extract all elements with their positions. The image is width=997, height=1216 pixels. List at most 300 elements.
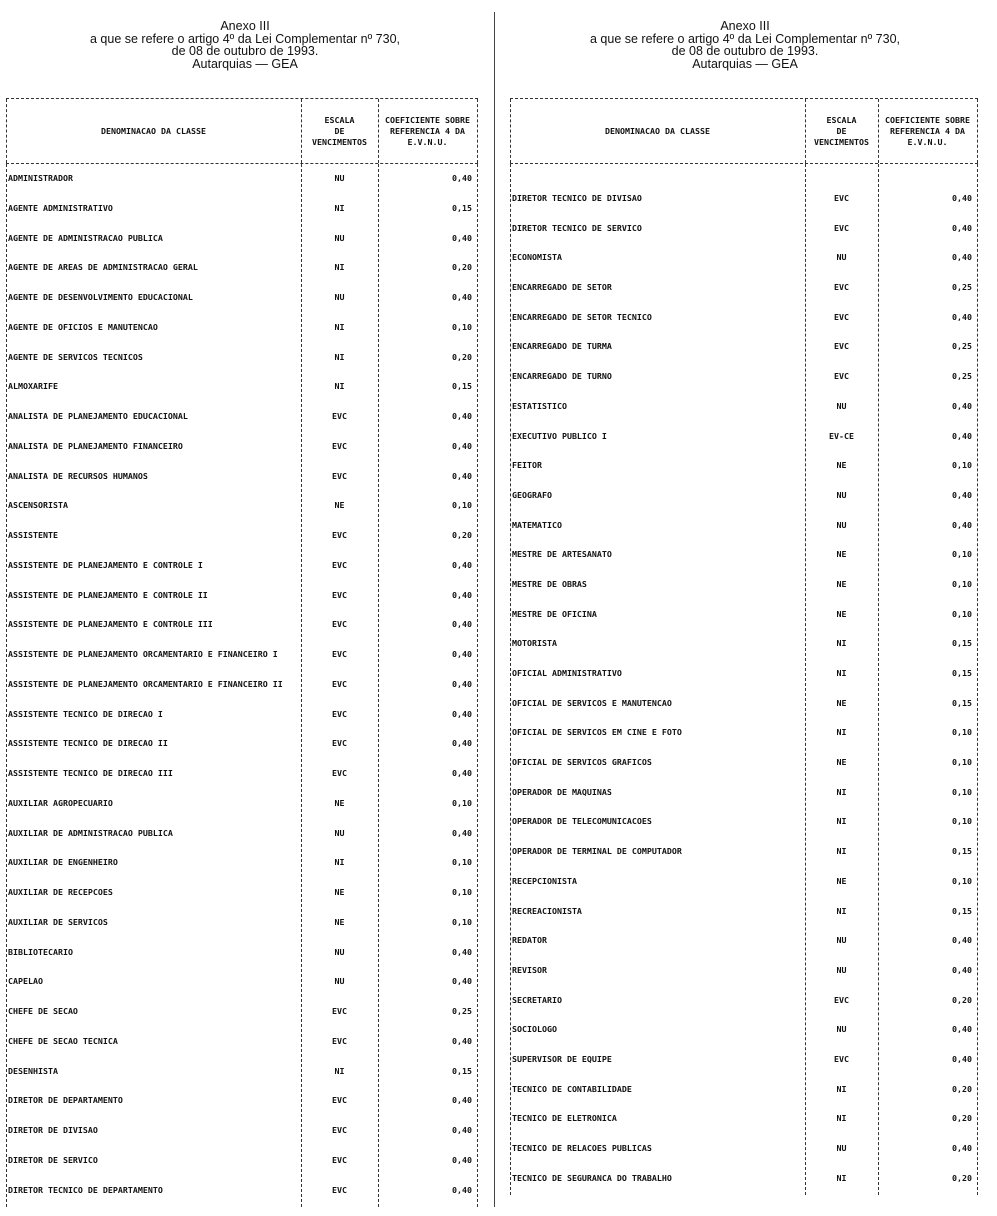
salary-scale: NI — [334, 381, 345, 392]
table-row — [510, 631, 978, 661]
coefficient-value: 0,40 — [452, 649, 472, 659]
class-name: CAPELAO — [8, 976, 43, 987]
coefficient-value: 0,15 — [452, 1065, 472, 1076]
table-row — [6, 791, 478, 821]
class-name: MOTORISTA — [512, 638, 557, 649]
class-name: ENCARREGADO DE SETOR TECNICO — [512, 311, 652, 322]
coefficient-value: 0,40 — [452, 976, 472, 987]
class-name: OFICIAL DE SERVICOS E MANUTENCAO — [512, 697, 672, 708]
table-row — [6, 969, 478, 999]
coefficient-value: 0,15 — [952, 846, 972, 857]
class-name: ASSISTENTE DE PLANEJAMENTO E CONTROLE I — [8, 559, 203, 570]
salary-scale: EVC — [332, 649, 347, 659]
annex-date: de 08 de outubro de 1993. — [171, 44, 319, 58]
coefficient-value: 0,40 — [452, 827, 472, 838]
class-name: OPERADOR DE TERMINAL DE COMPUTADOR — [512, 846, 682, 857]
table-row — [510, 1136, 978, 1166]
coefficient-value: 0,40 — [452, 559, 472, 570]
salary-scale: NI — [334, 857, 345, 868]
coefficient-value: 0,40 — [952, 193, 972, 203]
class-name: DIRETOR TECNICO DE SERVICO — [512, 222, 642, 233]
table-row — [6, 1178, 478, 1208]
table-row — [510, 839, 978, 869]
salary-scale: NE — [334, 887, 345, 897]
coefficient-value: 0,10 — [952, 608, 972, 619]
table-row — [6, 612, 478, 642]
salary-scale: NE — [836, 549, 847, 560]
table-row — [510, 720, 978, 750]
class-name: AGENTE DE DESENVOLVIMENTO EDUCACIONAL — [8, 292, 193, 302]
salary-scale: NI — [836, 816, 847, 827]
class-name: DIRETOR DE DEPARTAMENTO — [8, 1095, 123, 1106]
table-row — [6, 1118, 478, 1148]
salary-scale: NI — [836, 786, 847, 797]
coefficient-value: 0,40 — [452, 678, 472, 689]
class-name: ASSISTENTE DE PLANEJAMENTO ORCAMENTARIO E FINANCEIRO I — [8, 649, 278, 659]
table-row — [510, 958, 978, 988]
class-name: ANALISTA DE PLANEJAMENTO FINANCEIRO — [8, 440, 183, 451]
annex-entity: Autarquias — GEA — [192, 56, 298, 71]
class-name: TECNICO DE SEGURANCA DO TRABALHO — [512, 1172, 672, 1183]
salary-scale: EVC — [332, 440, 347, 451]
table-row — [510, 928, 978, 958]
coefficient-value: 0,10 — [452, 321, 472, 332]
table-row — [6, 196, 478, 226]
class-name: ASSISTENTE TECNICO DE DIRECAO II — [8, 738, 168, 749]
coefficient-value: 0,40 — [452, 470, 472, 481]
table-row — [6, 1088, 478, 1118]
coefficient-value: 0,40 — [452, 589, 472, 600]
salary-scale: EVC — [834, 282, 849, 293]
class-name: MATEMATICO — [512, 519, 562, 530]
coefficient-value: 0,20 — [952, 1172, 972, 1183]
table-row — [510, 275, 978, 305]
class-name: AGENTE DE AREAS DE ADMINISTRACAO GERAL — [8, 262, 198, 273]
table-row — [510, 602, 978, 632]
salary-scale: NI — [836, 668, 847, 678]
coefficient-value: 0,40 — [952, 489, 972, 500]
class-name: ANALISTA DE PLANEJAMENTO EDUCACIONAL — [8, 411, 188, 421]
salary-scale: NI — [334, 321, 345, 332]
table-row — [510, 1077, 978, 1107]
coefficient-value: 0,40 — [952, 1024, 972, 1035]
annex-header — [500, 20, 990, 70]
table-row — [510, 394, 978, 424]
class-name: ANALISTA DE RECURSOS HUMANOS — [8, 470, 148, 481]
salary-scale: EVC — [332, 678, 347, 689]
table-row — [6, 999, 478, 1029]
table-row — [6, 493, 478, 523]
coefficient-value: 0,10 — [952, 549, 972, 560]
table-row — [6, 345, 478, 375]
salary-scale: EVC — [834, 1053, 849, 1064]
coefficient-value: 0,15 — [952, 905, 972, 916]
class-name: SOCIOLOGO — [512, 1024, 557, 1035]
table-row — [6, 315, 478, 345]
salary-scale: EVC — [332, 1184, 347, 1195]
column-header-coefficient: COEFICIENTE SOBRE REFERENCIA 4 DA E.V.N.U. — [885, 114, 970, 147]
coefficient-value: 0,40 — [452, 619, 472, 630]
salary-scale: EVC — [834, 371, 849, 382]
coefficient-value: 0,40 — [952, 400, 972, 411]
annex-date: de 08 de outubro de 1993. — [671, 44, 819, 58]
class-name: DIRETOR DE SERVICO — [8, 1154, 98, 1165]
coefficient-value: 0,40 — [452, 440, 472, 451]
coefficient-value: 0,20 — [952, 1113, 972, 1124]
class-name: OPERADOR DE MAQUINAS — [512, 786, 612, 797]
table-row — [6, 1059, 478, 1089]
salary-scale: EVC — [332, 589, 347, 600]
coefficient-value: 0,40 — [952, 964, 972, 975]
coefficient-value: 0,10 — [452, 500, 472, 511]
table-row — [6, 850, 478, 880]
class-name: AGENTE DE OFICIOS E MANUTENCAO — [8, 321, 158, 332]
annex-law-reference: a que se refere o artigo 4º da Lei Complementar nº 730, — [89, 31, 400, 46]
table-header — [6, 98, 478, 164]
salary-scale: NU — [334, 976, 345, 987]
left-column — [0, 0, 490, 1216]
salary-scale: NU — [836, 964, 847, 975]
salary-scale: NI — [836, 846, 847, 857]
salary-scale: NU — [334, 232, 345, 243]
salary-scale: NE — [334, 500, 345, 511]
class-name: AUXILIAR AGROPECUARIO — [8, 797, 113, 808]
table-row — [510, 899, 978, 929]
class-name: ENCARREGADO DE SETOR — [512, 282, 612, 293]
table-header — [510, 98, 978, 164]
table-row — [6, 940, 478, 970]
annex-law-reference: a que se refere o artigo 4º da Lei Complementar nº 730, — [589, 31, 900, 46]
table-row — [6, 702, 478, 732]
coefficient-value: 0,40 — [452, 768, 472, 778]
coefficient-value: 0,20 — [952, 994, 972, 1005]
class-name: AUXILIAR DE SERVICOS — [8, 916, 108, 927]
salary-scale: NI — [836, 1113, 847, 1124]
table-row — [510, 216, 978, 246]
coefficient-value: 0,40 — [452, 1095, 472, 1106]
salary-scale: NU — [836, 400, 847, 411]
salary-scale: EVC — [834, 994, 849, 1005]
table-row — [510, 988, 978, 1018]
salary-scale: EVC — [332, 559, 347, 570]
coefficient-value: 0,25 — [952, 282, 972, 293]
coefficient-value: 0,10 — [952, 578, 972, 589]
table-row — [6, 523, 478, 553]
coefficient-value: 0,40 — [452, 1125, 472, 1135]
salary-scale: EVC — [332, 470, 347, 481]
coefficient-value: 0,40 — [952, 1053, 972, 1064]
class-name: AGENTE ADMINISTRATIVO — [8, 202, 113, 213]
table-row — [6, 553, 478, 583]
table-row — [6, 731, 478, 761]
coefficient-value: 0,15 — [452, 202, 472, 213]
salary-scale: EVC — [834, 311, 849, 322]
table-row — [510, 869, 978, 899]
coefficient-value: 0,10 — [452, 916, 472, 927]
salary-scale: NE — [836, 460, 847, 471]
class-name: AGENTE DE SERVICOS TECNICOS — [8, 351, 143, 362]
table-row — [510, 1017, 978, 1047]
table-row — [6, 642, 478, 672]
class-name: MESTRE DE OFICINA — [512, 608, 597, 619]
class-name: SECRETARIO — [512, 994, 562, 1005]
coefficient-value: 0,25 — [452, 1006, 472, 1016]
salary-scale: NI — [836, 638, 847, 649]
table-row — [6, 166, 478, 196]
coefficient-value: 0,40 — [452, 292, 472, 302]
salary-scale: NI — [334, 1065, 345, 1076]
salary-scale: EVC — [332, 1035, 347, 1046]
annex-header — [0, 20, 490, 70]
column-header-name: DENOMINACAO DA CLASSE — [605, 125, 710, 136]
table-row — [510, 542, 978, 572]
class-name: GEOGRAFO — [512, 489, 552, 500]
table-row — [6, 434, 478, 464]
salary-table-right — [510, 98, 978, 1195]
class-name: TECNICO DE ELETRONICA — [512, 1113, 617, 1124]
class-name: AUXILIAR DE ENGENHEIRO — [8, 857, 118, 868]
coefficient-value: 0,40 — [452, 1154, 472, 1165]
class-name: BIBLIOTECARIO — [8, 946, 73, 957]
table-row — [510, 661, 978, 691]
coefficient-value: 0,40 — [952, 311, 972, 322]
table-row — [6, 910, 478, 940]
class-name: ASSISTENTE DE PLANEJAMENTO E CONTROLE III — [8, 619, 213, 630]
salary-scale: NE — [334, 797, 345, 808]
coefficient-value: 0,40 — [452, 232, 472, 243]
column-header-name: DENOMINACAO DA CLASSE — [101, 125, 206, 136]
table-row — [510, 245, 978, 275]
table-body — [510, 164, 978, 1195]
class-name: ENCARREGADO DE TURNO — [512, 371, 612, 382]
salary-scale: EVC — [332, 708, 347, 719]
class-name: ENCARREGADO DE TURMA — [512, 341, 612, 352]
class-name: ASSISTENTE DE PLANEJAMENTO ORCAMENTARIO E FINANCEIRO II — [8, 678, 283, 689]
table-row — [6, 285, 478, 315]
column-header-scale: ESCALA DE VENCIMENTOS — [814, 114, 869, 147]
salary-scale: EVC — [332, 619, 347, 630]
coefficient-value: 0,10 — [952, 875, 972, 886]
coefficient-value: 0,20 — [452, 262, 472, 273]
salary-scale: NU — [836, 252, 847, 263]
coefficient-value: 0,40 — [452, 1035, 472, 1046]
salary-scale: NI — [836, 1172, 847, 1183]
coefficient-value: 0,40 — [952, 430, 972, 441]
table-row — [6, 821, 478, 851]
class-name: ECONOMISTA — [512, 252, 562, 263]
class-name: MESTRE DE OBRAS — [512, 578, 587, 589]
class-name: OPERADOR DE TELECOMUNICACOES — [512, 816, 652, 827]
coefficient-value: 0,40 — [952, 935, 972, 946]
salary-scale: NU — [836, 935, 847, 946]
salary-scale: EVC — [834, 222, 849, 233]
table-row — [510, 186, 978, 216]
table-row — [510, 513, 978, 543]
coefficient-value: 0,15 — [952, 668, 972, 678]
salary-scale: EVC — [332, 768, 347, 778]
coefficient-value: 0,40 — [452, 1184, 472, 1195]
salary-table-left — [6, 98, 478, 1207]
table-row — [510, 1166, 978, 1196]
table-row — [6, 255, 478, 285]
class-name: TECNICO DE RELACOES PUBLICAS — [512, 1143, 652, 1153]
class-name: MESTRE DE ARTESANATO — [512, 549, 612, 560]
coefficient-value: 0,10 — [952, 786, 972, 797]
annex-title: Anexo III — [720, 19, 770, 33]
salary-scale: EVC — [834, 193, 849, 203]
table-row — [510, 364, 978, 394]
table-row — [510, 572, 978, 602]
coefficient-value: 0,40 — [952, 222, 972, 233]
coefficient-value: 0,15 — [952, 638, 972, 649]
table-row — [510, 809, 978, 839]
coefficient-value: 0,10 — [952, 757, 972, 768]
salary-scale: NE — [334, 916, 345, 927]
coefficient-value: 0,40 — [452, 738, 472, 749]
class-name: RECEPCIONISTA — [512, 875, 577, 886]
salary-scale: EVC — [332, 1125, 347, 1135]
table-row — [510, 453, 978, 483]
table-row — [510, 780, 978, 810]
coefficient-value: 0,20 — [452, 351, 472, 362]
class-name: ADMINISTRADOR — [8, 173, 73, 183]
class-name: ASSISTENTE DE PLANEJAMENTO E CONTROLE II — [8, 589, 208, 600]
salary-scale: NE — [836, 757, 847, 768]
class-name: DIRETOR TECNICO DE DEPARTAMENTO — [8, 1184, 163, 1195]
coefficient-value: 0,10 — [952, 727, 972, 738]
class-name: DIRETOR TECNICO DE DIVISAO — [512, 193, 642, 203]
salary-scale: NU — [836, 1024, 847, 1035]
class-name: FEITOR — [512, 460, 542, 471]
class-name: TECNICO DE CONTABILIDADE — [512, 1083, 632, 1094]
class-name: OFICIAL DE SERVICOS GRAFICOS — [512, 757, 652, 768]
salary-scale: NI — [334, 351, 345, 362]
salary-scale: NI — [836, 727, 847, 738]
coefficient-value: 0,40 — [952, 1143, 972, 1153]
class-name: ESTATISTICO — [512, 400, 567, 411]
table-row — [6, 1148, 478, 1178]
salary-scale: EVC — [332, 1006, 347, 1016]
class-name: AUXILIAR DE ADMINISTRACAO PUBLICA — [8, 827, 173, 838]
class-name: SUPERVISOR DE EQUIPE — [512, 1053, 612, 1064]
coefficient-value: 0,40 — [952, 519, 972, 530]
table-row — [510, 483, 978, 513]
class-name: ASSISTENTE TECNICO DE DIRECAO I — [8, 708, 163, 719]
salary-scale: EVC — [332, 738, 347, 749]
salary-scale: NU — [334, 946, 345, 957]
table-row — [6, 880, 478, 910]
table-row — [6, 672, 478, 702]
coefficient-value: 0,20 — [952, 1083, 972, 1094]
salary-scale: NE — [836, 697, 847, 708]
class-name: ASSISTENTE — [8, 530, 58, 540]
salary-scale: NU — [334, 173, 345, 183]
salary-scale: EVC — [332, 1095, 347, 1106]
salary-scale: NE — [836, 875, 847, 886]
salary-scale: NE — [836, 578, 847, 589]
table-row — [6, 1029, 478, 1059]
class-name: AGENTE DE ADMINISTRACAO PUBLICA — [8, 232, 163, 243]
table-row — [510, 334, 978, 364]
class-name: AUXILIAR DE RECEPCOES — [8, 887, 113, 897]
salary-scale: NI — [334, 262, 345, 273]
class-name: ALMOXARIFE — [8, 381, 58, 392]
annex-title: Anexo III — [220, 19, 270, 33]
class-name: RECREACIONISTA — [512, 905, 582, 916]
coefficient-value: 0,25 — [952, 371, 972, 382]
coefficient-value: 0,10 — [452, 857, 472, 868]
salary-scale: NU — [836, 519, 847, 530]
class-name: EXECUTIVO PUBLICO I — [512, 430, 607, 441]
column-divider — [494, 12, 495, 1207]
salary-scale: EVC — [332, 411, 347, 421]
class-name: ASCENSORISTA — [8, 500, 68, 511]
salary-scale: NU — [334, 827, 345, 838]
column-header-coefficient: COEFICIENTE SOBRE REFERENCIA 4 DA E.V.N.U. — [385, 114, 470, 147]
coefficient-value: 0,40 — [452, 946, 472, 957]
salary-scale: EV-CE — [829, 430, 854, 441]
coefficient-value: 0,40 — [952, 252, 972, 263]
class-name: CHEFE DE SECAO — [8, 1006, 78, 1016]
annex-entity: Autarquias — GEA — [692, 56, 798, 71]
coefficient-value: 0,40 — [452, 173, 472, 183]
coefficient-value: 0,15 — [452, 381, 472, 392]
table-row — [6, 583, 478, 613]
salary-scale: EVC — [332, 1154, 347, 1165]
salary-scale: NE — [836, 608, 847, 619]
right-column — [500, 0, 990, 1216]
salary-scale: NI — [836, 1083, 847, 1094]
table-row — [510, 750, 978, 780]
table-row — [6, 226, 478, 256]
coefficient-value: 0,40 — [452, 411, 472, 421]
coefficient-value: 0,20 — [452, 530, 472, 540]
coefficient-value: 0,10 — [952, 460, 972, 471]
class-name: ASSISTENTE TECNICO DE DIRECAO III — [8, 768, 173, 778]
column-header-scale: ESCALA DE VENCIMENTOS — [312, 114, 367, 147]
table-row — [6, 374, 478, 404]
table-row — [6, 761, 478, 791]
table-row — [510, 1106, 978, 1136]
coefficient-value: 0,10 — [952, 816, 972, 827]
class-name: CHEFE DE SECAO TECNICA — [8, 1035, 118, 1046]
coefficient-value: 0,15 — [952, 697, 972, 708]
table-row — [510, 424, 978, 454]
coefficient-value: 0,10 — [452, 887, 472, 897]
salary-scale: NU — [334, 292, 345, 302]
table-body — [6, 164, 478, 1207]
salary-scale: NI — [836, 905, 847, 916]
salary-scale: EVC — [834, 341, 849, 352]
class-name: REVISOR — [512, 964, 547, 975]
table-row — [510, 1047, 978, 1077]
salary-scale: EVC — [332, 530, 347, 540]
class-name: DESENHISTA — [8, 1065, 58, 1076]
salary-scale: NU — [836, 1143, 847, 1153]
salary-scale: NU — [836, 489, 847, 500]
table-row — [510, 305, 978, 335]
class-name: OFICIAL ADMINISTRATIVO — [512, 668, 622, 678]
salary-scale: NI — [334, 202, 345, 213]
table-row — [510, 691, 978, 721]
class-name: REDATOR — [512, 935, 547, 946]
coefficient-value: 0,40 — [452, 708, 472, 719]
table-row — [6, 404, 478, 434]
coefficient-value: 0,25 — [952, 341, 972, 352]
table-row — [6, 464, 478, 494]
class-name: DIRETOR DE DIVISAO — [8, 1125, 98, 1135]
coefficient-value: 0,10 — [452, 797, 472, 808]
